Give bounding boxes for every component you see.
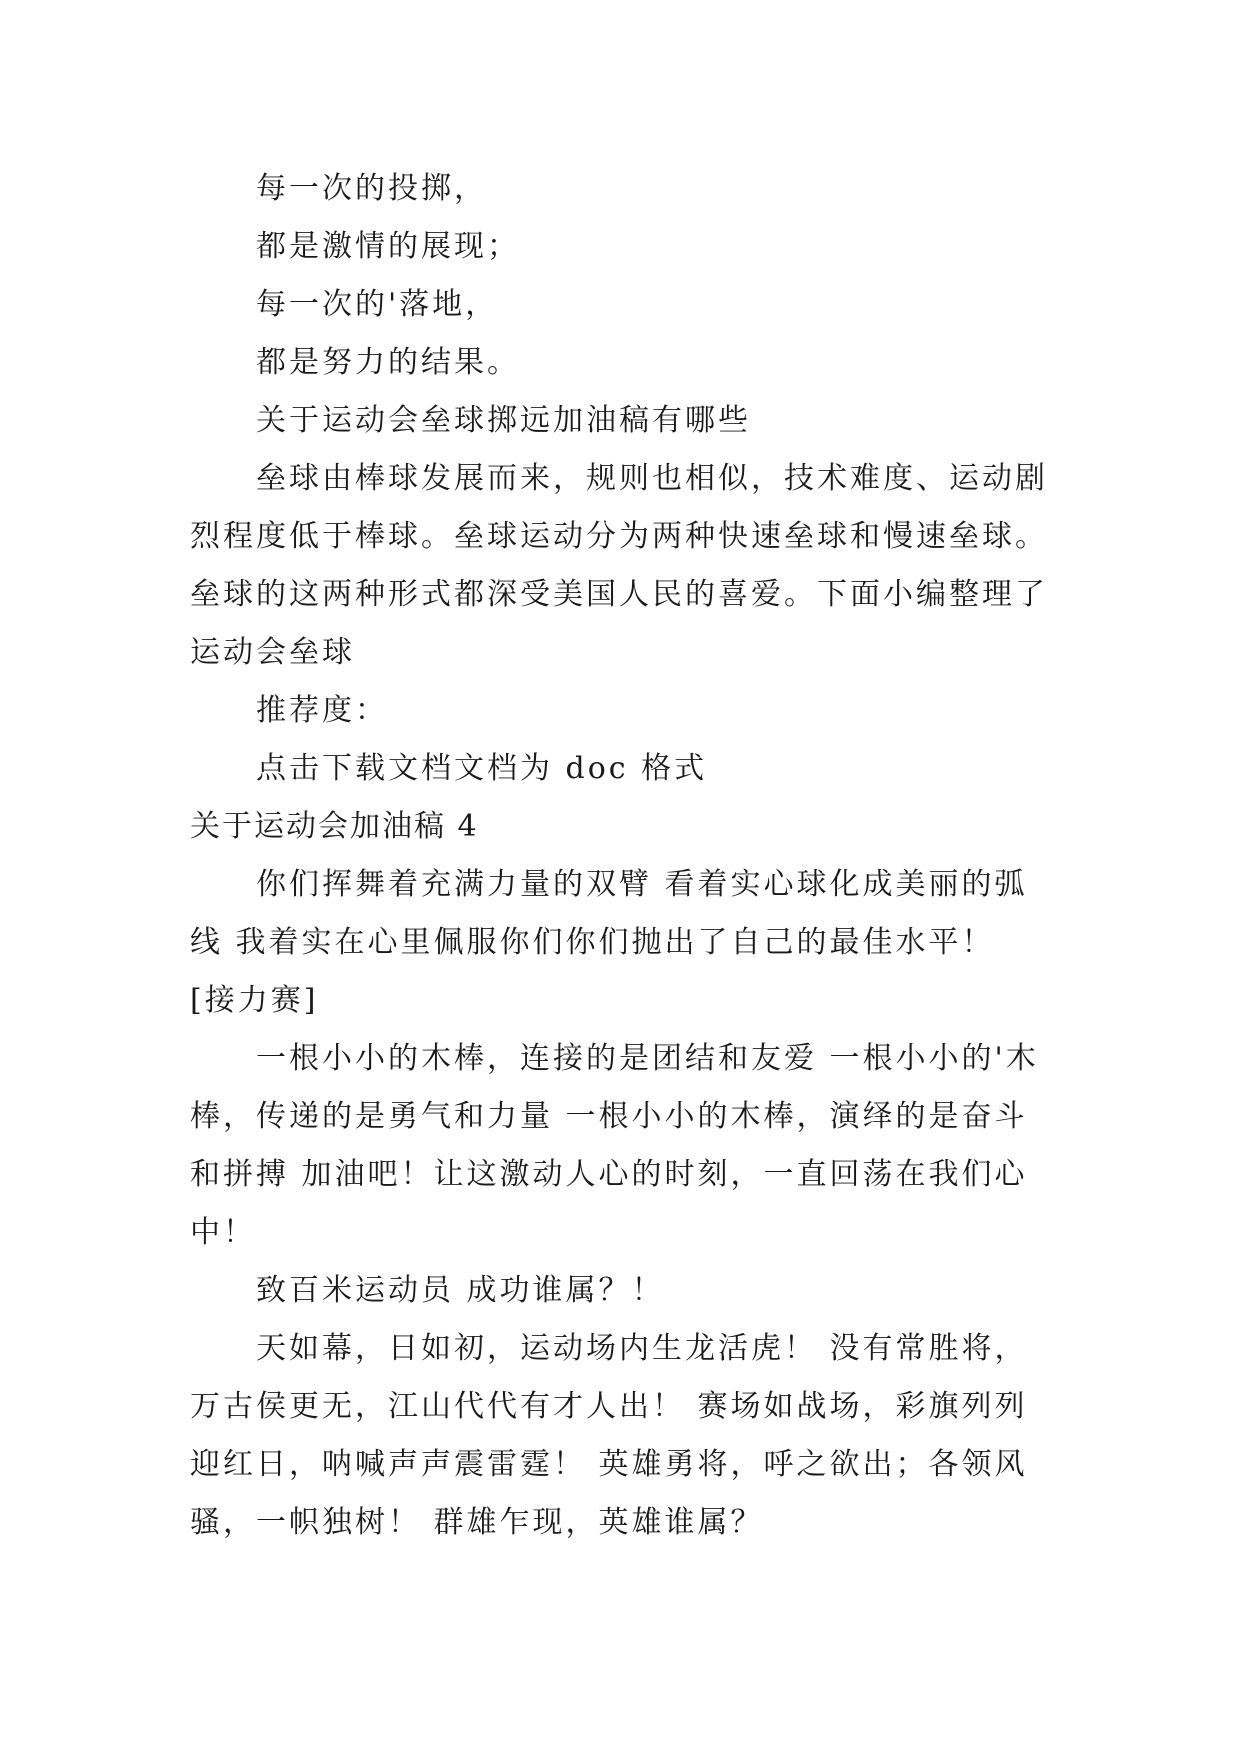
poem-line: 每一次的'落地，	[256, 287, 499, 322]
relay-paragraph	[190, 1030, 1060, 1262]
paragraph-line: 万古侯更无，江山代代有才人出！ 赛场如战场，彩旗列列	[190, 1389, 1028, 1424]
paragraph-line: 天如幕，日如初，运动场内生龙活虎！ 没有常胜将，	[256, 1331, 1028, 1366]
sprint-title: 致百米运动员 成功谁属？！	[256, 1273, 665, 1308]
paragraph-line: 棒，传递的是勇气和力量 一根小小的木棒，演绎的是奋斗	[190, 1099, 1028, 1134]
paragraph-line: 你们挥舞着充满力量的双臂 看着实心球化成美丽的弧	[256, 867, 1028, 902]
paragraph-line: 垒球由棒球发展而来，规则也相似，技术难度、运动剧	[256, 461, 1048, 496]
poem-line: 每一次的投掷，	[256, 171, 487, 206]
poem-line: 都是激情的展现；	[256, 229, 520, 264]
download-link[interactable]: 点击下载文档文档为 doc 格式	[256, 751, 708, 786]
paragraph-line: 骚，一帜独树！ 群雄乍现，英雄谁属？	[190, 1505, 764, 1540]
paragraph-line: 迎红日，呐喊声声震雷霆！ 英雄勇将，呼之欲出；各领风	[190, 1447, 1028, 1482]
paragraph-line: 运动会垒球	[190, 635, 355, 670]
paragraph-line: 中！	[190, 1215, 256, 1250]
subtitle: 关于运动会垒球掷远加油稿有哪些	[256, 403, 751, 438]
paragraph-line: [接力赛]	[190, 983, 319, 1018]
document-page	[190, 160, 1060, 1552]
intro-paragraph	[190, 450, 1060, 682]
paragraph-line: 线 我着实在心里佩服你们你们抛出了自己的最佳水平！	[190, 925, 995, 960]
paragraph-line: 和拼搏 加油吧！让这激动人心的时刻，一直回荡在我们心	[190, 1157, 1028, 1192]
paragraph-line: 一根小小的木棒，连接的是团结和友爱 一根小小的'木	[256, 1041, 1039, 1076]
sprint-paragraph	[190, 1320, 1060, 1552]
section-title: 关于运动会加油稿 4	[190, 809, 479, 844]
shotput-paragraph	[190, 856, 1060, 1030]
paragraph-line: 垒球的这两种形式都深受美国人民的喜爱。下面小编整理了	[190, 577, 1048, 612]
poem-line: 都是努力的结果。	[256, 345, 520, 380]
recommend-label: 推荐度：	[256, 693, 388, 728]
paragraph-line: 烈程度低于棒球。垒球运动分为两种快速垒球和慢速垒球。	[190, 519, 1048, 554]
